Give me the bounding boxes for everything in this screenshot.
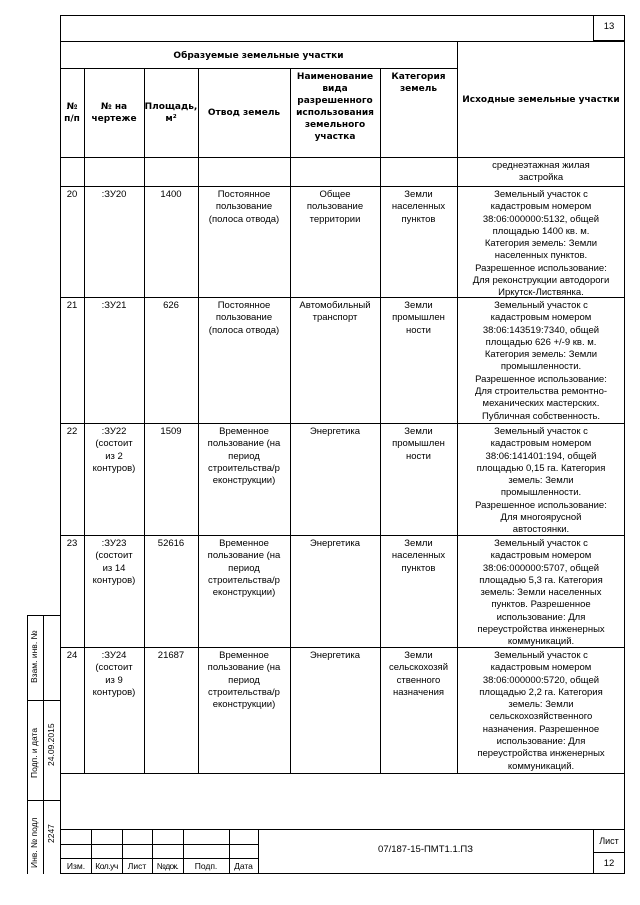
table-row-allotment: Временное пользование (на период строительства/р еконструкции) <box>207 538 281 599</box>
table-row-source: Земельный участок с кадастровым номером 38:06:000000:5720, общей площадью 2,2 га. Категория земель: Земли сельскохозяйственного назначения. Разрешенное использование: Для переустройства инженерных коммуникаций. <box>477 650 605 772</box>
table-row-plan-num: :ЗУ22 (состоит из 2 контуров) <box>92 426 136 474</box>
title-bottom-line <box>60 68 457 69</box>
continuation-text: среднеэтажная жилая застройка <box>492 160 590 184</box>
frame-left <box>60 15 61 874</box>
col-header-plan-num: № на чертеже <box>91 102 137 124</box>
stamp-sep-2 <box>27 800 61 801</box>
table-row-num: 21 <box>66 300 78 311</box>
col-header-area: Площадь, м² <box>144 102 198 124</box>
tb-sheet-row <box>593 852 625 853</box>
table-row-num: 20 <box>66 189 78 200</box>
table-row-category: Земли промышлен ности <box>392 426 445 462</box>
table-top-line <box>60 41 625 42</box>
tb-label-izm: Изм. <box>66 861 86 871</box>
table-row-permitted-use: Автомобильный транспорт <box>299 300 371 324</box>
col-header-permitted-use: Наименование вида разрешенного использования земельного участка <box>296 72 374 142</box>
stamp-sign-date-value: 24.09.2015 <box>46 723 56 766</box>
title-block-top <box>60 829 625 830</box>
table-row-num: 24 <box>66 650 78 661</box>
table-row-allotment: Постоянное пользование (полоса отвода) <box>208 300 280 336</box>
table-row-source: Земельный участок с кадастровым номером 38:06:000000:5132, общей площадью 1400 кв. м. Категория земель: Земли населенных пунктов. Разрешенное использование: Для реконструкции автодороги Иркутск-Листвянка. <box>472 189 610 299</box>
table-row-permitted-use: Энергетика <box>309 538 361 549</box>
table-title: Образуемые земельные участки <box>173 51 344 61</box>
col-header-source: Исходные земельные участки <box>462 95 620 105</box>
stamp-top <box>27 615 61 616</box>
document-code: 07/187-15-ПМТ1.1.ПЗ <box>378 844 473 855</box>
table-row-permitted-use: Энергетика <box>309 426 361 437</box>
tb-label-list: Лист <box>127 861 147 871</box>
table-row-category: Земли населенных пунктов <box>391 189 446 225</box>
table-row-allotment: Временное пользование (на период строительства/р еконструкции) <box>207 650 281 711</box>
table-row-num: 22 <box>66 426 78 437</box>
stamp-sign-date-label: Подп. и дата <box>29 727 39 778</box>
table-row-allotment: Временное пользование (на период строительства/р еконструкции) <box>207 426 281 487</box>
col-header-category: Категория земель <box>391 72 446 94</box>
table-row-num: 23 <box>66 538 78 549</box>
table-row-source: Земельный участок с кадастровым номером 38:06:000000:5707, общей площадью 5,3 га. Категория земель: Земли населенных пунктов. Разрешенное использование: Для переустройства инженерных коммуникаций. <box>477 538 605 648</box>
table-row-permitted-use: Общее пользование территории <box>306 189 364 225</box>
table-row-plan-num: :ЗУ20 <box>101 189 127 200</box>
frame-top <box>60 15 625 16</box>
table-row-category: Земли населенных пунктов <box>391 538 446 574</box>
table-row-source: Земельный участок с кадастровым номером 38:06:143519:7340, общей площадью 626 +/-9 кв. м. Категория земель: Земли промышленности. Разрешенное использование: Для строительства ремонтно- механических мастерских. Публичная собственность. <box>474 300 608 422</box>
stamp-inv-orig-value: 2247 <box>46 824 56 843</box>
table-row-permitted-use: Энергетика <box>309 650 361 661</box>
table-row-area: 52616 <box>157 538 185 549</box>
table-row-area: 1400 <box>160 189 182 200</box>
col-line-4 <box>290 68 291 774</box>
col-line-2 <box>144 68 145 774</box>
table-row-area: 626 <box>163 300 179 311</box>
frame-bottom <box>60 873 625 874</box>
table-row-category: Земли сельскохозяй ственного назначения <box>388 650 449 698</box>
page-number-top: 13 <box>603 21 615 32</box>
stamp-divider <box>43 615 44 874</box>
table-row-plan-num: :ЗУ24 (состоит из 9 контуров) <box>92 650 136 698</box>
col-header-num: № п/п <box>64 102 80 124</box>
table-row-area: 1509 <box>160 426 182 437</box>
table-row-plan-num: :ЗУ21 <box>101 300 127 311</box>
tb-label-ndok: №док. <box>156 861 179 871</box>
stamp-inv-orig-label: Инв. № подл <box>29 817 39 868</box>
stamp-sep-1 <box>27 700 61 701</box>
table-row-area: 21687 <box>157 650 185 661</box>
table-row-allotment: Постоянное пользование (полоса отвода) <box>208 189 280 225</box>
tb-label-kol: Кол.уч <box>95 861 118 871</box>
table-row-category: Земли промышлен ности <box>392 300 445 336</box>
tb-label-data: Дата <box>234 861 253 871</box>
col-header-allotment: Отвод земель <box>207 108 281 118</box>
tb-label-podp: Подп. <box>194 861 218 871</box>
sheet-number: 12 <box>603 858 615 869</box>
sheet-label: Лист <box>599 836 619 846</box>
stamp-outer-left <box>27 615 28 874</box>
stamp-replace-inv-label: Взам. инв. № <box>29 630 39 683</box>
table-row-plan-num: :ЗУ23 (состоит из 14 контуров) <box>92 538 136 586</box>
table-row-source: Земельный участок с кадастровым номером 38:06:141401:194, общей площадью 0,15 га. Категория земель: Земли промышленности. Разрешенное использование: Для многоярусной автостоянки. <box>475 426 607 536</box>
